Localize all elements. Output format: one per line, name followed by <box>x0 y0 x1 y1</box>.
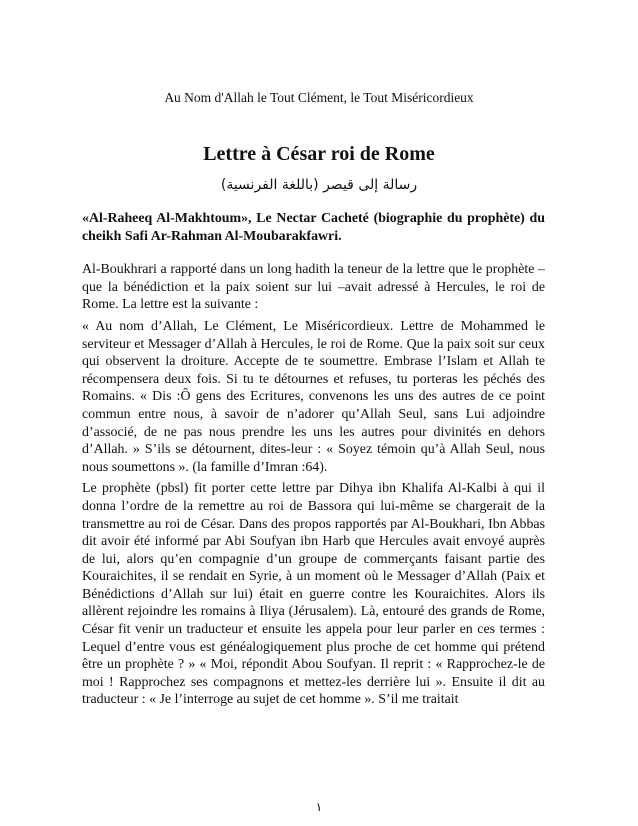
document-body <box>82 210 545 709</box>
letter-paragraph: « Au nom d’Allah, Le Clément, Le Miséricordieux. Lettre de Mohammed le serviteur et Messager d’Allah à Hercules, le roi de Rome. Que la paix soit sur ceux qui observent la droiture. Accepte de te soumettre. Embrase l’Islam et Allah te récompensera deux fois. Si tu te détournes et refuses, tu porteras les péchés des Romains. « Dis :Ô gens des Ecritures, convenons les uns des autres de ce point commun entre nous, à savoir de n’adorer qu’Allah Seul, sans Lui adjoindre d’associé, de ne pas nous prendre les uns les autres pour divinités en dehors d’Allah. » S’ils se détournent, dites-leur : « Soyez témoin qu’à Allah Seul, nous nous soumettons ». (la famille d’Imran :64). <box>82 318 545 475</box>
arabic-subtitle: رسالة إلى قيصر (باللغة الفرنسية) <box>220 177 418 193</box>
page-title: Lettre à César roi de Rome <box>203 143 435 165</box>
narrative-paragraph: Le prophète (pbsl) fit porter cette lettre par Dihya ibn Khalifa Al-Kalbi à qui il donna l’ordre de la remettre au roi de Bassora qui lui-même se chargerait de la transmettre au roi de César. Dans des propos rapportés par Al-Boukhari, Ibn Abbas dit avoir été informé par Abi Soufyan ibn Harb que Hercules avait envoyé auprès de lui, alors qu’en compagnie d’un groupe de commerçants faisant partie des Kouraichites, il se rendait en Syrie, à un moment où le Messager d’Allah (Paix et Bénédictions d’Allah sur lui) était en guerre contre les Kouraichites. Alors ils allèrent rejoindre les romains à Iliya (Jérusalem). Là, entouré des grands de Rome, César fit venir un traducteur et ensuite les appela pour leur parler en ces termes : Lequel d’entre vous est généalogiquement plus proche de cet homme qui prétend être un prophète ? » « Moi, répondit Abou Soufyan. Il reprit : « Rapprochez-le de moi ! Rapprochez ses compagnons et mettez-les derrière lui ». Ensuite il dit au traducteur : « Je l’interroge au sujet de cet homme ». S’il me traitait <box>82 481 545 708</box>
source-citation: «Al-Raheeq Al-Makhtoum», Le Nectar Cacheté (biographie du prophète) du cheikh Safi Ar-Rahman Al-Moubarakfawri. <box>82 211 545 244</box>
intro-paragraph: Al-Boukhrari a rapporté dans un long hadith la teneur de la lettre que le prophète –que la bénédiction et la paix soient sur lui –avait adressé à Hercules, le roi de Rome. La lettre est la suivante : <box>82 262 545 313</box>
page-number: ١ <box>315 800 323 814</box>
basmala-heading: Au Nom d'Allah le Tout Clément, le Tout Miséricordieux <box>164 90 474 105</box>
